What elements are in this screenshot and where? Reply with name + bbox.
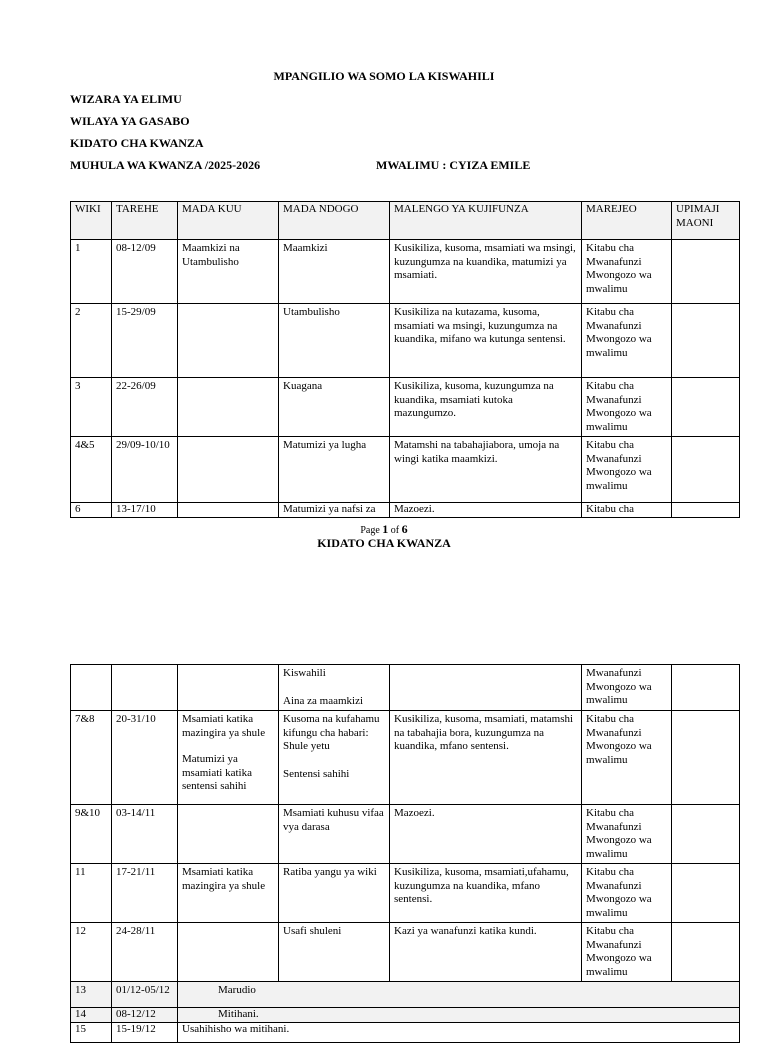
table-row: 7&8 20-31/10 Msamiati katika mazingira ya shule Matumizi ya msamiati katika sentensi sahihi Kusoma na kufahamu kifungu cha habari: Shule yetu Sentensi sahihi Kusikiliza, kusoma, msamiati, matamshi na tabahajia bora, kuzungumza na kuandika, mfano sentensi. Kitabu cha Mwanafunzi Mwongozo wa mwalimu xyxy=(71,711,740,805)
header-upimaji: UPIMAJI MAONI xyxy=(672,202,740,240)
header-mada-ndogo: MADA NDOGO xyxy=(279,202,390,240)
header-tarehe: TAREHE xyxy=(112,202,178,240)
table-row: 4&5 29/09-10/10 Matumizi ya lugha Matamshi na tabahajiabora, umoja na wingi katika maamkizi. Kitabu cha Mwanafunzi Mwongozo wa mwalimu xyxy=(71,437,740,503)
teacher-line: MWALIMU : CYIZA EMILE xyxy=(376,158,531,172)
page-footer: Page 1 of 6 xyxy=(360,522,408,536)
form-line: KIDATO CHA KWANZA xyxy=(70,136,204,150)
table-row: 9&10 03-14/11 Msamiati kuhusu vifaa vya darasa Mazoezi. Kitabu cha Mwanafunzi Mwongozo wa mwalimu xyxy=(71,805,740,864)
table-row: 11 17-21/11 Msamiati katika mazingira ya shule Ratiba yangu ya wiki Kusikiliza, kusoma, msamiati,ufahamu, kuzungumza na kuandika, mfano sentensi. Kitabu cha Mwanafunzi Mwongozo wa mwalimu xyxy=(71,864,740,923)
table-row: 15 15-19/12 Usahihisho wa mitihani. xyxy=(71,1022,740,1042)
header-malengo: MALENGO YA KUJIFUNZA xyxy=(390,202,582,240)
header-marejeo: MAREJEO xyxy=(582,202,672,240)
table-row: 14 08-12/12 Mitihani. xyxy=(71,1008,740,1023)
header-mada-kuu: MADA KUU xyxy=(178,202,279,240)
table-row: 2 15-29/09 Utambulisho Kusikiliza na kutazama, kusoma, msamiati wa msingi, kuzungumza na kuandika, mifano wa kutunga sentensi. Kitabu cha Mwanafunzi Mwongozo wa mwalimu xyxy=(71,304,740,378)
table-row: 13 01/12-05/12 Marudio xyxy=(71,982,740,1008)
table-row: Kiswahili Aina za maamkizi Mwanafunzi Mwongozo wa mwalimu xyxy=(71,665,740,711)
table-row: 12 24-28/11 Usafi shuleni Kazi ya wanafunzi katika kundi. Kitabu cha Mwanafunzi Mwongozo wa mwalimu xyxy=(71,923,740,982)
page-2-header: KIDATO CHA KWANZA xyxy=(317,536,451,550)
scheme-table-page-2 xyxy=(70,664,740,1043)
table-row: 3 22-26/09 Kuagana Kusikiliza, kusoma, kuzungumza na kuandika, msamiati kutoka mazungumzo. Kitabu cha Mwanafunzi Mwongozo wa mwalimu xyxy=(71,378,740,437)
table-row: 1 08-12/09 Maamkizi na Utambulisho Maamkizi Kusikiliza, kusoma, msamiati wa msingi, kuzungumza na kuandika, matumizi ya msamiati. Kitabu cha Mwanafunzi Mwongozo wa mwalimu xyxy=(71,240,740,304)
ministry-line: WIZARA YA ELIMU xyxy=(70,92,182,106)
document-title: MPANGILIO WA SOMO LA KISWAHILI xyxy=(273,69,495,83)
scheme-table-page-1 xyxy=(70,201,740,518)
table-row: 6 13-17/10 Matumizi ya nafsi za Mazoezi. Kitabu cha xyxy=(71,503,740,518)
district-line: WILAYA YA GASABO xyxy=(70,114,190,128)
term-line: MUHULA WA KWANZA /2025-2026 xyxy=(70,158,261,172)
header-wiki: WIKI xyxy=(71,202,112,240)
